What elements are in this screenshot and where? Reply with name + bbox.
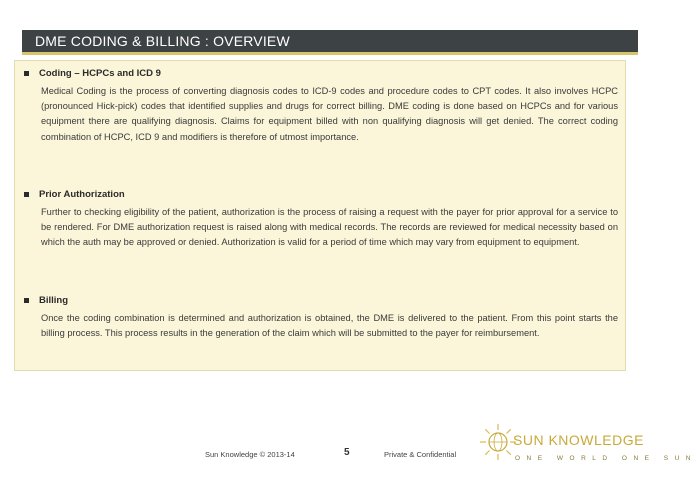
section-body-text: Medical Coding is the process of converting diagnosis codes to ICD-9 codes and procedure codes to CPT codes. It also involves HCPC (pronounced Hick-pick) codes that identified supplies and drugs for correct billing. DME coding is done based on HCPCs and for various equipment there are qualifying diagnosis. Claims for equipment billed with non qualifying diagnosis will get denied. The correct coding combination of HCPC, ICD 9 and modifiers is therefore of utmost importance. (41, 86, 618, 142)
logo-tagline: ONE WORLD ONE SUN (515, 455, 697, 462)
bullet-square-icon (24, 71, 29, 76)
section-coding (22, 66, 618, 145)
section-body-text: Once the coding combination is determined and authorization is obtained, the DME is delivered to the patient. From this point starts the billing process. This process results in the generation of the claim which will be submitted to the payer for reimbursement. (41, 313, 618, 339)
logo-name: SUN KNOWLEDGE (513, 432, 644, 448)
section-heading (22, 66, 618, 80)
title-accent-line (22, 52, 638, 55)
section-heading (22, 187, 618, 201)
slide-title: DME CODING & BILLING : OVERVIEW (35, 33, 290, 49)
footer-page-number: 5 (344, 447, 350, 458)
section-body-text: Further to checking eligibility of the patient, authorization is the process of raising a request with the payer for prior approval for a service to be rendered. For DME authorization request is raised along with medical records. The records are reviewed for medical necessity based on which the auth may be approved or denied. Authorization is valid for a period of time which may vary from equipment to equipment. (41, 207, 618, 248)
section-heading-text: Coding – HCPCs and ICD 9 (39, 67, 161, 79)
footer-copyright: Sun Knowledge © 2013-14 (205, 450, 295, 459)
section-billing (22, 293, 618, 341)
footer-confidential: Private & Confidential (384, 450, 457, 459)
bullet-square-icon (24, 192, 29, 197)
bullet-square-icon (24, 298, 29, 303)
section-heading-text: Billing (39, 294, 69, 306)
section-prior-authorization (22, 187, 618, 251)
section-heading (22, 293, 618, 307)
section-heading-text: Prior Authorization (39, 188, 125, 200)
